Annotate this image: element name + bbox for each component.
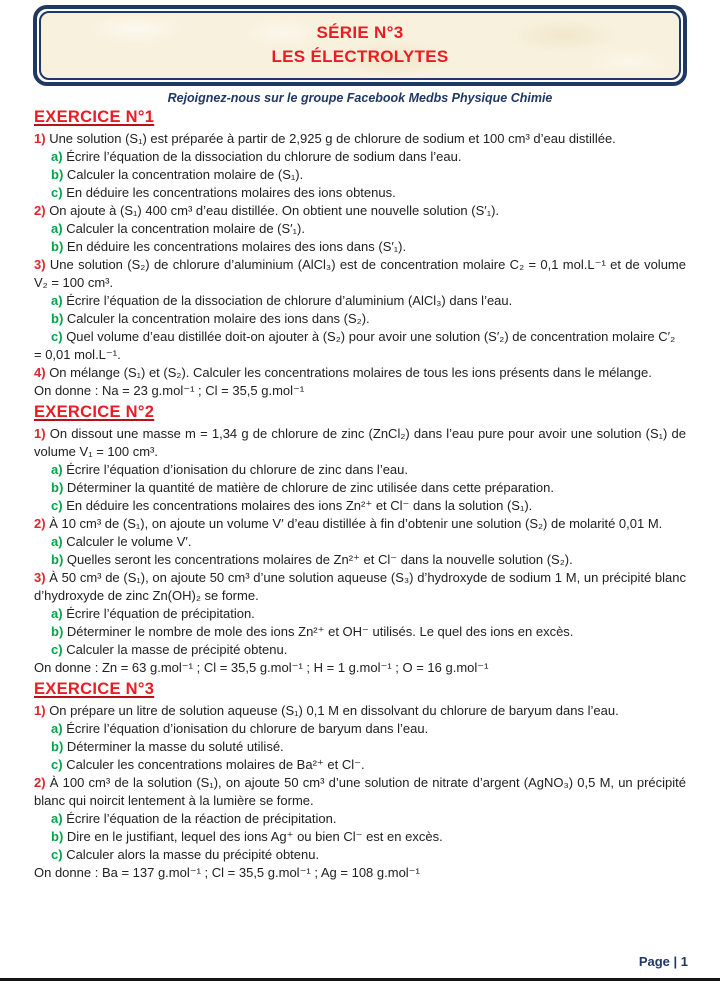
exercise-section bbox=[34, 108, 686, 400]
line-text: On donne : Zn = 63 g.mol⁻¹ ; Cl = 35,5 g.mol⁻¹ ; H = 1 g.mol⁻¹ ; O = 16 g.mol⁻¹ bbox=[34, 660, 489, 675]
line-text: Dire en le justifiant, lequel des ions Ag⁺ ou bien Cl⁻ est en excès. bbox=[66, 829, 443, 844]
line-text: En déduire les concentrations molaires des ions obtenus. bbox=[66, 185, 396, 200]
line-text: Calculer la concentration molaire des ions dans (S₂). bbox=[66, 311, 370, 326]
line-text: On donne : Na = 23 g.mol⁻¹ ; Cl = 35,5 g.mol⁻¹ bbox=[34, 383, 305, 398]
line-text: Écrire l’équation d’ionisation du chlorure de baryum dans l’eau. bbox=[66, 721, 429, 736]
line-text: Écrire l’équation d’ionisation du chlorure de zinc dans l’eau. bbox=[66, 462, 409, 477]
subquestion-letter: c) bbox=[51, 498, 63, 513]
subquestion-letter: a) bbox=[51, 811, 63, 826]
question-number: 3) bbox=[34, 570, 46, 585]
line-text: Quelles seront les concentrations molaires de Zn²⁺ et Cl⁻ dans la nouvelle solution (S₂). bbox=[66, 552, 573, 567]
subquestion-line bbox=[34, 166, 686, 184]
subquestion-line bbox=[34, 238, 686, 256]
line-text: Écrire l’équation de la dissociation du chlorure de sodium dans l’eau. bbox=[66, 149, 462, 164]
title-box bbox=[33, 5, 687, 86]
question-line bbox=[34, 515, 686, 533]
subquestion-line bbox=[34, 328, 686, 364]
line-text: Quel volume d’eau distillée doit-on ajouter à (S₂) pour avoir une solution (S′₂) de concentration molaire C′₂ = 0,01 mol.L⁻¹. bbox=[34, 329, 676, 362]
subquestion-line bbox=[34, 641, 686, 659]
subquestion-letter: a) bbox=[51, 606, 63, 621]
subquestion-line bbox=[34, 846, 686, 864]
question-line bbox=[34, 130, 686, 148]
line-text: Déterminer la quantité de matière de chlorure de zinc utilisée dans cette préparation. bbox=[66, 480, 554, 495]
question-number: 1) bbox=[34, 131, 46, 146]
given-data-line bbox=[34, 864, 686, 882]
subquestion-letter: c) bbox=[51, 642, 63, 657]
line-text: Calculer la concentration molaire de (S₁). bbox=[66, 167, 304, 182]
subquestion-line bbox=[34, 605, 686, 623]
subquestion-line bbox=[34, 533, 686, 551]
line-text: Écrire l’équation de précipitation. bbox=[66, 606, 255, 621]
question-line bbox=[34, 364, 686, 382]
series-title: SÉRIE N°3 bbox=[316, 23, 404, 42]
subquestion-letter: b) bbox=[51, 480, 64, 495]
subquestion-line bbox=[34, 756, 686, 774]
line-text: Déterminer le nombre de mole des ions Zn²⁺ et OH⁻ utilisés. Le quel des ions en excès. bbox=[66, 624, 574, 639]
subquestion-line bbox=[34, 623, 686, 641]
exercise-title: EXERCICE N°2 bbox=[34, 403, 155, 421]
subquestion-line bbox=[34, 497, 686, 515]
line-text: Déterminer la masse du soluté utilisé. bbox=[66, 739, 284, 754]
subquestion-line bbox=[34, 461, 686, 479]
subquestion-letter: b) bbox=[51, 311, 64, 326]
subquestion-letter: a) bbox=[51, 721, 63, 736]
topic-title: LES ÉLECTROLYTES bbox=[271, 47, 449, 66]
subquestion-line bbox=[34, 184, 686, 202]
subquestion-line bbox=[34, 738, 686, 756]
subquestion-line bbox=[34, 551, 686, 569]
question-number: 2) bbox=[34, 203, 46, 218]
line-text: Calculer la masse de précipité obtenu. bbox=[66, 642, 288, 657]
subquestion-letter: b) bbox=[51, 624, 64, 639]
line-text: Écrire l’équation de la réaction de précipitation. bbox=[66, 811, 337, 826]
subquestion-line bbox=[34, 310, 686, 328]
question-line bbox=[34, 256, 686, 292]
question-line bbox=[34, 774, 686, 810]
line-text: Calculer la concentration molaire de (S′₁). bbox=[66, 221, 305, 236]
facebook-group-banner: Rejoignez-nous sur le groupe Facebook Medbs Physique Chimie bbox=[167, 91, 553, 105]
question-line bbox=[34, 702, 686, 720]
question-number: 3) bbox=[34, 257, 46, 272]
line-text: Une solution (S₁) est préparée à partir de 2,925 g de chlorure de sodium et 100 cm³ d’eau distillée. bbox=[49, 131, 616, 146]
question-number: 1) bbox=[34, 426, 46, 441]
line-text: Calculer alors la masse du précipité obtenu. bbox=[66, 847, 320, 862]
bottom-border bbox=[0, 978, 720, 981]
line-text: On dissout une masse m = 1,34 g de chlorure de zinc (ZnCl₂) dans l’eau pure pour avoir une solution (S₁) de volume V₁ = 100 cm³. bbox=[34, 426, 686, 459]
question-line bbox=[34, 202, 686, 220]
exercise-section bbox=[34, 403, 686, 677]
page-number: Page | 1 bbox=[638, 954, 688, 969]
given-data-line bbox=[34, 659, 686, 677]
subquestion-letter: a) bbox=[51, 149, 63, 164]
subquestion-letter: a) bbox=[51, 462, 63, 477]
line-text: En déduire les concentrations molaires des ions Zn²⁺ et Cl⁻ dans la solution (S₁). bbox=[66, 498, 533, 513]
subquestion-line bbox=[34, 148, 686, 166]
subquestion-letter: b) bbox=[51, 167, 64, 182]
question-number: 1) bbox=[34, 703, 46, 718]
line-text: Écrire l’équation de la dissociation de chlorure d’aluminium (AlCl₃) dans l’eau. bbox=[66, 293, 513, 308]
subquestion-line bbox=[34, 220, 686, 238]
line-text: On prépare un litre de solution aqueuse (S₁) 0,1 M en dissolvant du chlorure de baryum dans l’eau. bbox=[49, 703, 619, 718]
subquestion-letter: c) bbox=[51, 847, 63, 862]
subquestion-line bbox=[34, 810, 686, 828]
question-number: 4) bbox=[34, 365, 46, 380]
subquestion-letter: c) bbox=[51, 185, 63, 200]
subquestion-line bbox=[34, 479, 686, 497]
question-number: 2) bbox=[34, 516, 46, 531]
subquestion-letter: c) bbox=[51, 329, 63, 344]
title-box-inner bbox=[39, 11, 681, 80]
subquestion-line bbox=[34, 720, 686, 738]
exercises-container bbox=[34, 108, 686, 882]
exercise-title: EXERCICE N°1 bbox=[34, 108, 155, 126]
subquestion-letter: c) bbox=[51, 757, 63, 772]
line-text: On ajoute à (S₁) 400 cm³ d’eau distillée. On obtient une nouvelle solution (S′₁). bbox=[49, 203, 500, 218]
line-text: À 50 cm³ de (S₁), on ajoute 50 cm³ d’une solution aqueuse (S₃) d’hydroxyde de sodium 1 M, un précipité blanc d’hydroxyde de zinc Zn(OH)₂ se forme. bbox=[34, 570, 686, 603]
subquestion-letter: b) bbox=[51, 552, 64, 567]
line-text: À 100 cm³ de la solution (S₁), on ajoute 50 cm³ d’une solution de nitrate d’argent (AgNO₃) 0,5 M, un précipité blanc qui noircit lentement à la lumière se forme. bbox=[34, 775, 686, 808]
line-text: Une solution (S₂) de chlorure d’aluminium (AlCl₃) est de concentration molaire C₂ = 0,1 mol.L⁻¹ et de volume V₂ = 100 cm³. bbox=[34, 257, 686, 290]
subquestion-line bbox=[34, 292, 686, 310]
question-line bbox=[34, 569, 686, 605]
given-data-line bbox=[34, 382, 686, 400]
exercise-section bbox=[34, 680, 686, 882]
subquestion-letter: b) bbox=[51, 829, 64, 844]
line-text: En déduire les concentrations molaires des ions dans (S′₁). bbox=[66, 239, 407, 254]
line-text: Calculer les concentrations molaires de Ba²⁺ et Cl⁻. bbox=[66, 757, 365, 772]
subquestion-letter: a) bbox=[51, 221, 63, 236]
question-line bbox=[34, 425, 686, 461]
line-text: À 10 cm³ de (S₁), on ajoute un volume V′ d’eau distillée à fin d’obtenir une solution (S₂) de molarité 0,01 M. bbox=[49, 516, 663, 531]
subquestion-letter: a) bbox=[51, 293, 63, 308]
question-number: 2) bbox=[34, 775, 46, 790]
subquestion-line bbox=[34, 828, 686, 846]
subquestion-letter: b) bbox=[51, 239, 64, 254]
subquestion-letter: a) bbox=[51, 534, 63, 549]
subquestion-letter: b) bbox=[51, 739, 64, 754]
line-text: On mélange (S₁) et (S₂). Calculer les concentrations molaires de tous les ions présents dans le mélange. bbox=[49, 365, 652, 380]
exercise-title: EXERCICE N°3 bbox=[34, 680, 155, 698]
line-text: Calculer le volume V′. bbox=[66, 534, 192, 549]
line-text: On donne : Ba = 137 g.mol⁻¹ ; Cl = 35,5 g.mol⁻¹ ; Ag = 108 g.mol⁻¹ bbox=[34, 865, 420, 880]
